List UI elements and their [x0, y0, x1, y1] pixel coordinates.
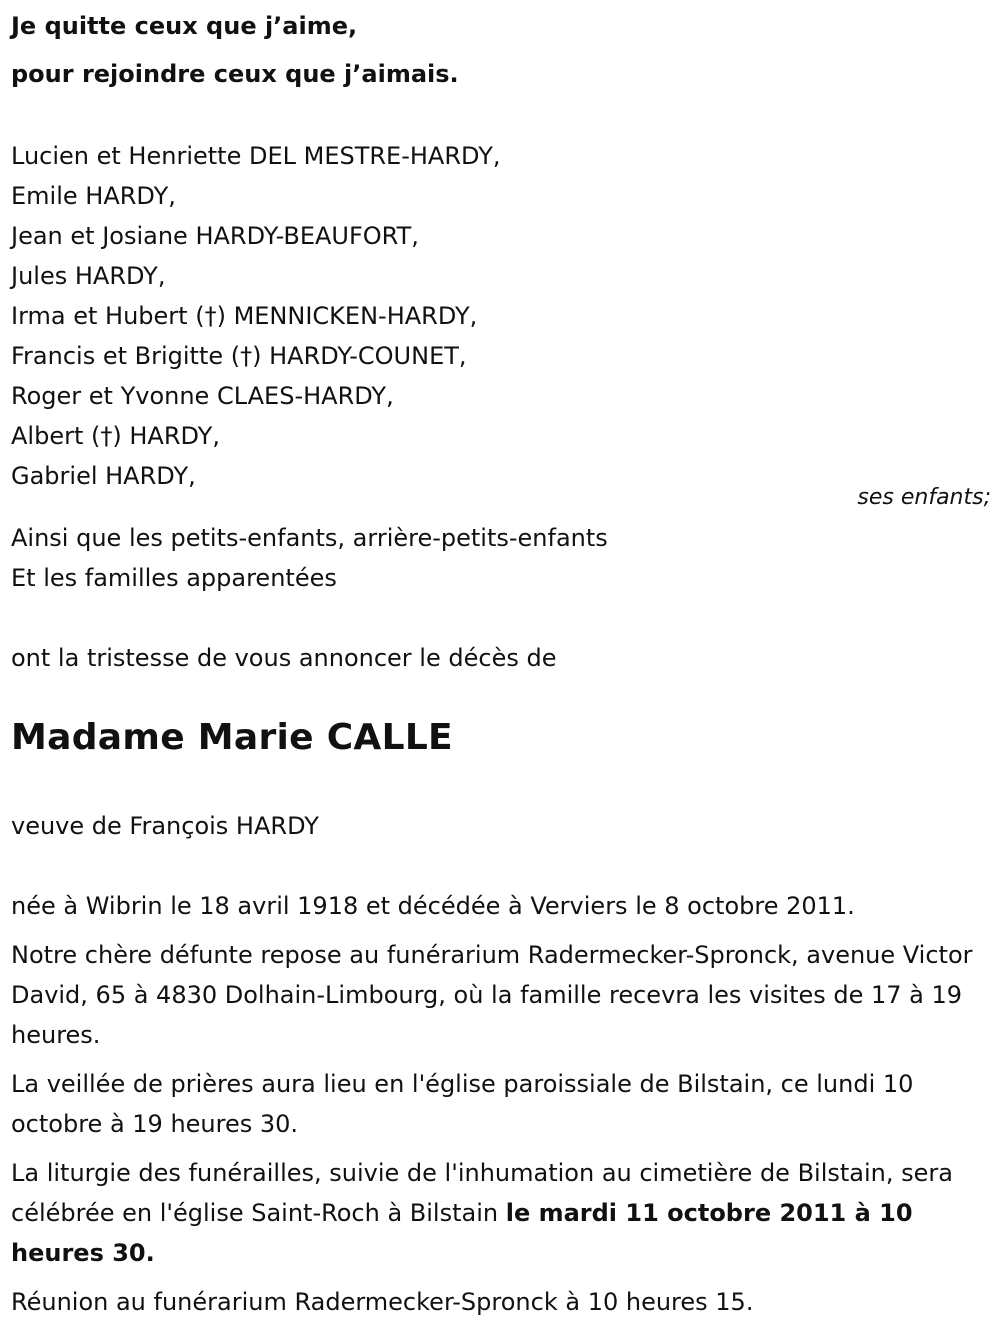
funeral-text: La liturgie des funérailles, suivie de l'inhumation au cimetière de Bilstain, sera célébrée en l'église Saint-Roch à Bilstain	[11, 1159, 953, 1227]
vigil-paragraph: La veillée de prières aura lieu en l'église paroissiale de Bilstain, ce lundi 10 octobre à 19 heures 30.	[11, 1070, 914, 1138]
repose-paragraph: Notre chère défunte repose au funérarium Radermecker-Spronck, avenue Victor David, 65 à 4830 Dolhain-Limbourg, où la famille recevra les visites de 17 à 19 heures.	[11, 941, 973, 1049]
epigraph-line-2: pour rejoindre ceux que j’aimais.	[11, 60, 459, 88]
child-name: Francis et Brigitte (†) HARDY-COUNET,	[11, 342, 467, 370]
child-name: Emile HARDY,	[11, 182, 176, 210]
announcement-text: ont la tristesse de vous annoncer le décès de	[11, 644, 557, 672]
child-name: Roger et Yvonne CLAES-HARDY,	[11, 382, 394, 410]
child-name: Lucien et Henriette DEL MESTRE-HARDY,	[11, 142, 501, 170]
funeral-date: le mardi 11 octobre 2011 à 10 heures 30.	[11, 1199, 913, 1267]
other-relatives-line-1: Ainsi que les petits-enfants, arrière-petits-enfants	[11, 524, 608, 552]
children-role-label: ses enfants;	[857, 485, 991, 510]
children-list	[11, 136, 500, 496]
funeral-paragraph	[11, 1153, 991, 1273]
birth-death-paragraph: née à Wibrin le 18 avril 1918 et décédée à Verviers le 8 octobre 2011.	[11, 892, 855, 920]
child-name: Gabriel HARDY,	[11, 462, 196, 490]
other-relatives	[11, 518, 608, 598]
widow-of-text: veuve de François HARDY	[11, 812, 319, 840]
child-name: Irma et Hubert (†) MENNICKEN-HARDY,	[11, 302, 478, 330]
epigraph-line-1: Je quitte ceux que j’aime,	[11, 12, 358, 40]
child-name: Jean et Josiane HARDY-BEAUFORT,	[11, 222, 419, 250]
meeting-paragraph: Réunion au funérarium Radermecker-Spronck à 10 heures 15.	[11, 1288, 754, 1316]
child-name: Albert (†) HARDY,	[11, 422, 220, 450]
details-section	[11, 886, 991, 1331]
other-relatives-line-2: Et les familles apparentées	[11, 564, 337, 592]
child-name: Jules HARDY,	[11, 262, 166, 290]
deceased-name: Madame Marie CALLE	[11, 717, 453, 758]
